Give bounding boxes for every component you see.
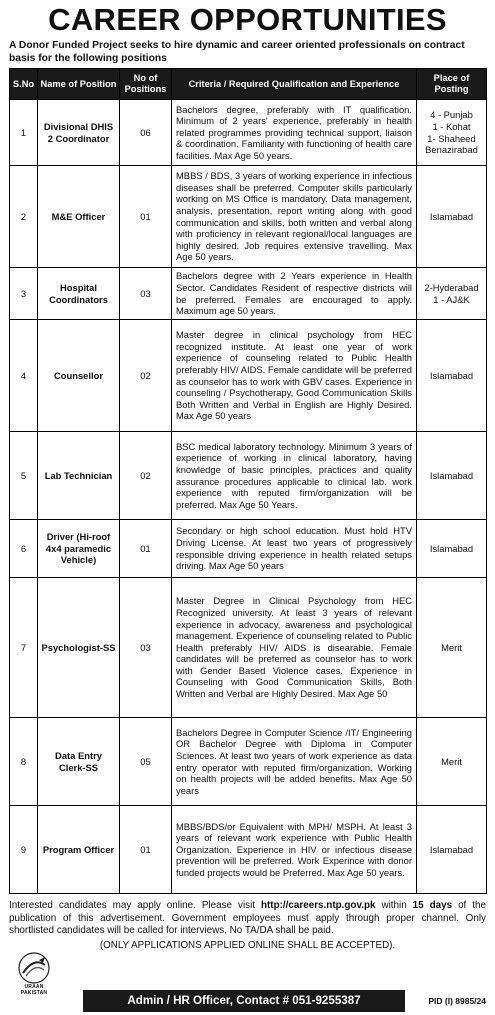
row-place: Islamabad — [417, 320, 487, 432]
row-position-count: 02 — [120, 432, 172, 520]
row-position-count: 06 — [120, 100, 172, 166]
page-title: CAREER OPPORTUNITIES — [48, 2, 447, 37]
pid-number: PID (I) 8985/24 — [428, 996, 486, 1006]
instructions-part-3: of the publication of this advertisement. Government employees must apply through proper channel. Only shortlisted candidates will be called for interviews, No TA/DA shall be paid. — [9, 900, 486, 936]
row-criteria: Bachelors Degree in Computer Science /IT/ Engineering OR Bachelor Degree with Diploma in Computer Sciences. At least two years of work experience as data entry operator with reputed firm/organization. Working on health projects will be added benefits. Max Age 50 years — [172, 718, 417, 806]
logo-emblem-icon — [17, 951, 51, 985]
application-instructions — [9, 900, 486, 938]
row-position-name: M&E Officer — [38, 166, 120, 268]
intro-text: A Donor Funded Project seeks to hire dynamic and career oriented professionals on contract basis for the following positions — [9, 40, 465, 64]
row-criteria: BSC medical laboratory technology. Minimum 3 years of experience of working in clinical laboratory, having knowledge of basic principles, practices and quality assurance procedures applicable to clinical lab. work experience with reputed firm/organization will be preferred. Max Age 50 Years. — [172, 432, 417, 520]
header-position-name: Name of Position — [38, 69, 120, 100]
careers-link[interactable]: http://careers.ntp.gov.pk — [260, 900, 376, 911]
row-position-count: 02 — [120, 320, 172, 432]
row-place: 2-Hyderabad 1 - AJ&K — [417, 268, 487, 320]
header-criteria: Criteria / Required Qualification and Experience — [172, 69, 417, 100]
row-position-count: 03 — [120, 578, 172, 718]
row-place: Merit — [417, 578, 487, 718]
table-row — [10, 320, 487, 432]
online-only-note: (ONLY APPLICATIONS APPLIED ONLINE SHALL BE ACCEPTED). — [99, 939, 396, 951]
row-criteria: Master degree in clinical psychology from HEC recognized institute. At least one year of work experience of counseling related to Public Health preferably HIV/ AIDS. Female candidate will be preferred as counselor has to work with GBV cases. Experience in counseling / Psychotherapy, Good Communication Skills Both Written and Verbal in English are Highly Desired. Max Age 50 years — [172, 320, 417, 432]
row-place: 4 - Punjab 1 - Kohat 1- Shaheed Benazirabad — [417, 100, 487, 166]
logo-text: URAAN PAKISTAN — [20, 984, 48, 996]
row-sno: 9 — [10, 806, 38, 894]
uraan-pakistan-logo — [14, 951, 54, 1013]
row-place: Islamabad — [417, 166, 487, 268]
row-sno: 6 — [10, 520, 38, 578]
row-position-name: Divisional DHIS 2 Coordinator — [38, 100, 120, 166]
row-sno: 8 — [10, 718, 38, 806]
footer-bar — [0, 984, 495, 1015]
table-row — [10, 268, 487, 320]
row-criteria: Bachelors degree with 2 Years experience in Health Sector. Candidates Resident of respective districts will be preferred. Females are encouraged to apply. Maximum age 50 years. — [172, 268, 417, 320]
positions-table — [9, 68, 487, 894]
row-position-count: 01 — [120, 520, 172, 578]
row-position-name: Driver (Hi-roof 4x4 paramedic Vehicle) — [38, 520, 120, 578]
table-row — [10, 100, 487, 166]
table-row — [10, 432, 487, 520]
row-sno: 5 — [10, 432, 38, 520]
row-position-count: 01 — [120, 806, 172, 894]
row-position-name: Lab Technician — [38, 432, 120, 520]
row-place: Islamabad — [417, 520, 487, 578]
row-position-name: Program Officer — [38, 806, 120, 894]
contact-bar: Admin / HR Officer, Contact # 051-9255387 — [83, 990, 405, 1012]
row-place: Islamabad — [417, 432, 487, 520]
row-sno: 1 — [10, 100, 38, 166]
row-sno: 4 — [10, 320, 38, 432]
instructions-part-1: Interested candidates may apply online. Please visit — [9, 900, 261, 911]
table-row — [10, 578, 487, 718]
row-place: Islamabad — [417, 806, 487, 894]
row-position-name: Psychologist-SS — [38, 578, 120, 718]
deadline-text: 15 days — [412, 900, 453, 911]
row-position-name: Counsellor — [38, 320, 120, 432]
instructions-part-2: within — [375, 900, 413, 911]
row-position-count: 03 — [120, 268, 172, 320]
row-criteria: MBBS / BDS, 3 years of working experience in infectious diseases shall be preferred. Computer skills particularly working on MS Office is mandatory. Data management, analysis, presentation, report writing along with good communication and skills, both written and verbal along with proficiency in relevant regional/local languages are highly desired. Job requires extensive travelling. Max Age 50 years. — [172, 166, 417, 268]
row-position-count: 05 — [120, 718, 172, 806]
header-place: Place of Posting — [417, 69, 487, 100]
header-position-count: No of Positions — [120, 69, 172, 100]
row-sno: 7 — [10, 578, 38, 718]
row-sno: 3 — [10, 268, 38, 320]
table-row — [10, 718, 487, 806]
row-sno: 2 — [10, 166, 38, 268]
row-criteria: Secondary or high school education. Must hold HTV Driving License. At least two years of progressively responsible driving experience in health related setups driving. Max Age 50 years — [172, 520, 417, 578]
table-row — [10, 166, 487, 268]
row-position-name: Hospital Coordinators — [38, 268, 120, 320]
row-criteria: Bachelors degree, preferably with IT qualification. Minimum of 2 years' experience, preferably in health related programmes providing technical support, liaison & coordination. Familiarity with functioning of health care facilities. Max Age 50 years. — [172, 100, 417, 166]
table-row — [10, 520, 487, 578]
row-position-count: 01 — [120, 166, 172, 268]
table-row — [10, 806, 487, 894]
row-criteria: MBBS/BDS/or Equivalent with MPH/ MSPH. At least 3 years of relevant work experience with Public Health Organization. Experience in HIV or infectious disease prevention will be preferred. Work Experince with donor funded projects would be Preferred. Max Age 50 years. — [172, 806, 417, 894]
row-place: Merit — [417, 718, 487, 806]
row-criteria: Master Degree in Clinical Psychology from HEC Recognized university. At least 3 years of relevant experience in advocacy, awareness and psychological management. Experience of counseling related to Public Health preferably HIV/ AIDS is disearable. Female candidates will be preferred as counselor has to work with Gender Based Violence cases. Experience in Counseling with Good Communication Skills, Both Written and Verbal are Highly Desired. Max Age 50 — [172, 578, 417, 718]
row-position-name: Data Entry Clerk-SS — [38, 718, 120, 806]
table-header-row — [10, 69, 487, 100]
header-sno: S.No — [10, 69, 38, 100]
